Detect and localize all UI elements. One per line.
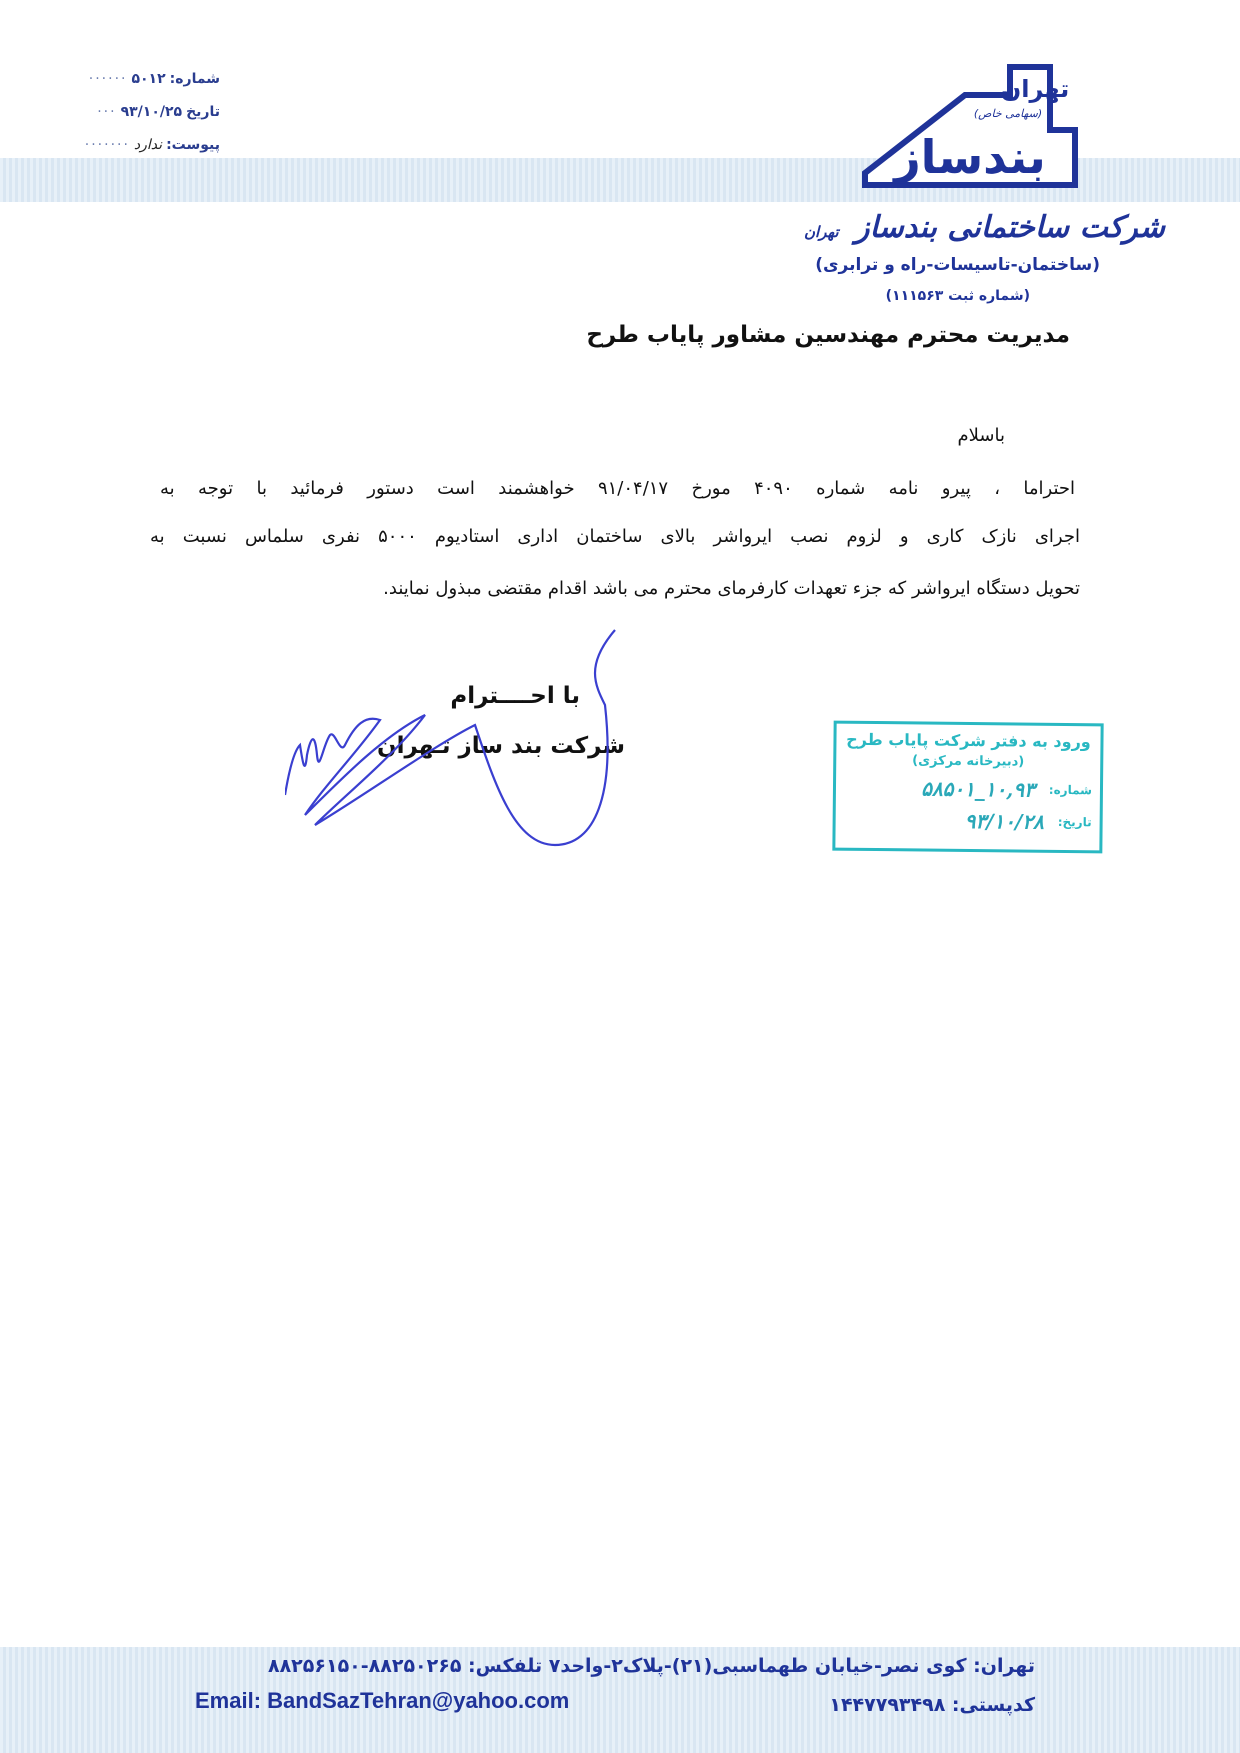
meta-attachment-row bbox=[50, 128, 220, 161]
letter-meta bbox=[50, 62, 220, 161]
footer-postal-code: کدپستی: ۱۴۴۷۷۹۳۴۹۸ bbox=[829, 1694, 1035, 1716]
company-registration: (شماره ثبت ۱۱۱۵۶۳) bbox=[885, 288, 1030, 304]
letter-body-line: تحویل دستگاه ایرواشر که جزء تعهدات کارفرمای محترم می باشد اقدام مقتضی مبذول نمایند. bbox=[383, 578, 1080, 599]
meta-number-value: ۵۰۱۲ bbox=[131, 70, 166, 87]
meta-number-row bbox=[50, 62, 220, 95]
stamp-title: ورود به دفتر شرکت پایاب طرح bbox=[846, 729, 1091, 752]
meta-attachment-label: پیوست: bbox=[166, 136, 220, 153]
receipt-stamp bbox=[832, 721, 1103, 854]
meta-dots: ······· bbox=[84, 136, 130, 153]
signature-stroke bbox=[285, 630, 615, 845]
meta-date-value: ۹۳/۱۰/۲۵ bbox=[120, 103, 183, 120]
stamp-number-row bbox=[844, 776, 1092, 803]
company-logo bbox=[845, 55, 1085, 205]
meta-dots: ······ bbox=[88, 70, 128, 87]
signature bbox=[285, 625, 645, 865]
letter-addressee: مدیریت محترم مهندسین مشاور پایاب طرح bbox=[586, 322, 1070, 348]
meta-date-row bbox=[50, 95, 220, 128]
logo-type: (سهامی خاص) bbox=[973, 107, 1043, 120]
company-fields: (ساختمان-تاسیسات-راه و ترابری) bbox=[815, 255, 1100, 275]
meta-attachment-value: ندارد bbox=[133, 136, 163, 153]
footer-email: Email: BandSazTehran@yahoo.com bbox=[195, 1688, 570, 1713]
stamp-date-value: ۹۳/۱۰/۲۸ bbox=[964, 808, 1044, 834]
letter-closing: با احــــترام bbox=[450, 683, 580, 709]
footer-address: تهران: کوی نصر-خیابان طهماسبی(۲۱)-پلاک۲-واحد۷ تلفکس: ۸۸۲۵۰۲۶۵-۸۸۲۵۶۱۵۰ bbox=[267, 1655, 1035, 1677]
company-name bbox=[804, 210, 1165, 245]
stamp-date-row bbox=[844, 808, 1092, 835]
letter-body-line: اجرای نازک کاری و لزوم نصب ایرواشر بالای ساختمان اداری استادیوم ۵۰۰۰ نفری سلماس نسبت به bbox=[150, 526, 1080, 547]
company-city: تهران bbox=[804, 223, 839, 241]
meta-dots: ··· bbox=[97, 103, 117, 120]
logo-city: تهران bbox=[1000, 75, 1070, 103]
meta-number-label: شماره: bbox=[169, 70, 220, 87]
meta-date-label: تاریخ bbox=[186, 103, 220, 120]
company-name-text: شرکت ساختمانی بندساز bbox=[855, 210, 1165, 245]
stamp-subtitle: (دبیرخانه مرکزی) bbox=[912, 753, 1025, 770]
letter-closing-company: شرکت بند ساز تـهران bbox=[377, 733, 625, 759]
letter-body-line: احتراما ، پیرو نامه شماره ۴۰۹۰ مورخ ۹۱/۰۴/۱۷ خواهشمند است دستور فرمائید با توجه به bbox=[160, 478, 1076, 499]
stamp-number-value: ۱۰,۹۳_۵۸۵۰۱ bbox=[921, 776, 1035, 802]
letter-greeting: باسلام bbox=[957, 425, 1005, 446]
stamp-number-label: شماره: bbox=[1048, 782, 1093, 798]
stamp-date-label: تاریخ: bbox=[1057, 814, 1092, 830]
logo-brand: بندساز bbox=[894, 130, 1046, 184]
